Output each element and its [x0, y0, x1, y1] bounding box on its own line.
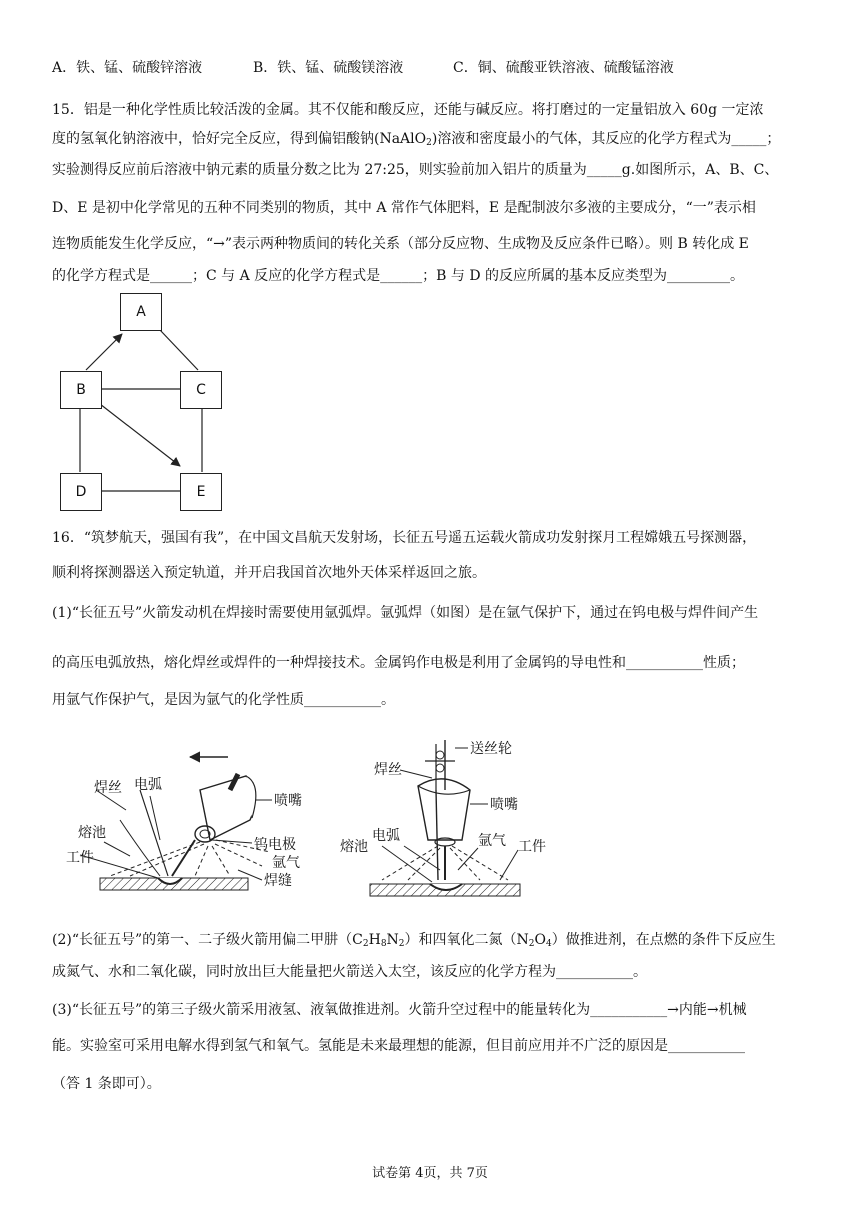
q16-p3-line-2: 能。实验室可采用电解水得到氢气和氧气。氢能是未来最理想的能源，但目前应用并不广泛的原因是___________ — [52, 1038, 745, 1054]
q15-line-4: D、E 是初中化学常见的五种不同类别的物质，其中 A 常作气体肥料，E 是配制波尔多液的主要成分，“一”表示相 — [52, 200, 756, 216]
label-right-gongjian: 工件 — [518, 839, 546, 855]
q16-p3-line-3: （答 1 条即可）。 — [52, 1076, 161, 1092]
q16-p2-line-2: 成氮气、水和二氧化碳，同时放出巨大能量把火箭送入太空，该反应的化学方程为___________。 — [52, 964, 647, 980]
option-a: A．铁、锰、硫酸锌溶液 — [52, 60, 203, 76]
q16-p1-line-1: (1)“长征五号”火箭发动机在焊接时需要使用氩弧焊。氩弧焊（如图）是在氩气保护下，通过在钨电极与焊件间产生 — [52, 605, 759, 621]
q15-line-1: 15．铝是一种化学性质比较活泼的金属。其不仅能和酸反应，还能与碱反应。将打磨过的一定量铝放入 60g 一定浓 — [52, 102, 764, 118]
label-right-hansi: 焊丝 — [374, 762, 402, 778]
label-left-hansi: 焊丝 — [94, 780, 122, 796]
node-d: D — [60, 473, 102, 511]
q15-line-6: 的化学方程式是______；C 与 A 反应的化学方程式是______；B 与 D 的反应所属的基本反应类型为_________。 — [52, 268, 745, 284]
node-e: E — [180, 473, 222, 511]
label-right-dianhu: 电弧 — [372, 828, 400, 844]
q16-intro-2: 顺利将探测器送入预定轨道，并开启我国首次地外天体采样返回之旅。 — [52, 565, 486, 581]
left-welding-figure — [80, 757, 272, 890]
q16-p1-line-2: 的高压电弧放热，熔化焊丝或焊件的一种焊接技术。金属钨作电极是利用了金属钨的导电性和___________性质； — [52, 655, 745, 671]
label-left-hanfeng: 焊缝 — [264, 873, 292, 889]
label-left-penzui: 喷嘴 — [274, 793, 302, 809]
q16-intro-1: 16．“筑梦航天，强国有我”，在中国文昌航天发射场，长征五号遥五运载火箭成功发射探月工程嫦娥五号探测器， — [52, 530, 757, 546]
q16-p1-line-3: 用氩气作保护气，是因为氩气的化学性质___________。 — [52, 692, 395, 708]
label-left-gongjian: 工件 — [66, 850, 94, 866]
node-b: B — [60, 371, 102, 409]
label-left-wudianji: 钨电极 — [254, 837, 296, 853]
node-c: C — [180, 371, 222, 409]
label-right-rongchi: 熔池 — [340, 839, 368, 855]
option-b: B．铁、锰、硫酸镁溶液 — [253, 60, 404, 76]
option-c: C．铜、硫酸亚铁溶液、硫酸锰溶液 — [453, 60, 674, 76]
q16-p3-line-1: (3)“长征五号”的第三子级火箭采用液氢、液氧做推进剂。火箭升空过程中的能量转化为___________→内能→机械 — [52, 1002, 747, 1018]
label-right-penzui: 喷嘴 — [490, 797, 518, 813]
q15-line-2: 度的氢氧化钠溶液中，恰好完全反应，得到偏铝酸钠(NaAlO$_2$)溶液和密度最小的气体，其反应的化学方程式为_____； — [52, 131, 781, 148]
label-left-rongchi: 熔池 — [78, 825, 106, 841]
page-footer: 试卷第 4页，共 7页 — [372, 1166, 488, 1181]
node-a: A — [120, 293, 162, 331]
q15-line-5: 连物质能发生化学反应，“→”表示两种物质间的转化关系（部分反应物、生成物及反应条件已略）。则 B 转化成 E — [52, 236, 749, 252]
label-left-yaqi: 氩气 — [272, 855, 300, 871]
q15-line-3: 实验测得反应前后溶液中钠元素的质量分数之比为 27:25，则实验前加入铝片的质量为_____g.如图所示，A、B、C、 — [52, 162, 779, 178]
label-left-dianhu: 电弧 — [134, 777, 162, 793]
label-right-songsilun: 送丝轮 — [470, 741, 512, 757]
q16-p2-line-1: (2)“长征五号”的第一、二子级火箭用偏二甲肼$(C_2H_8N_2)$和四氧化二氮$(N_2O_4)$做推进剂，在点燃的条件下反应生 — [52, 932, 776, 949]
label-right-yaqi: 氩气 — [478, 833, 506, 849]
